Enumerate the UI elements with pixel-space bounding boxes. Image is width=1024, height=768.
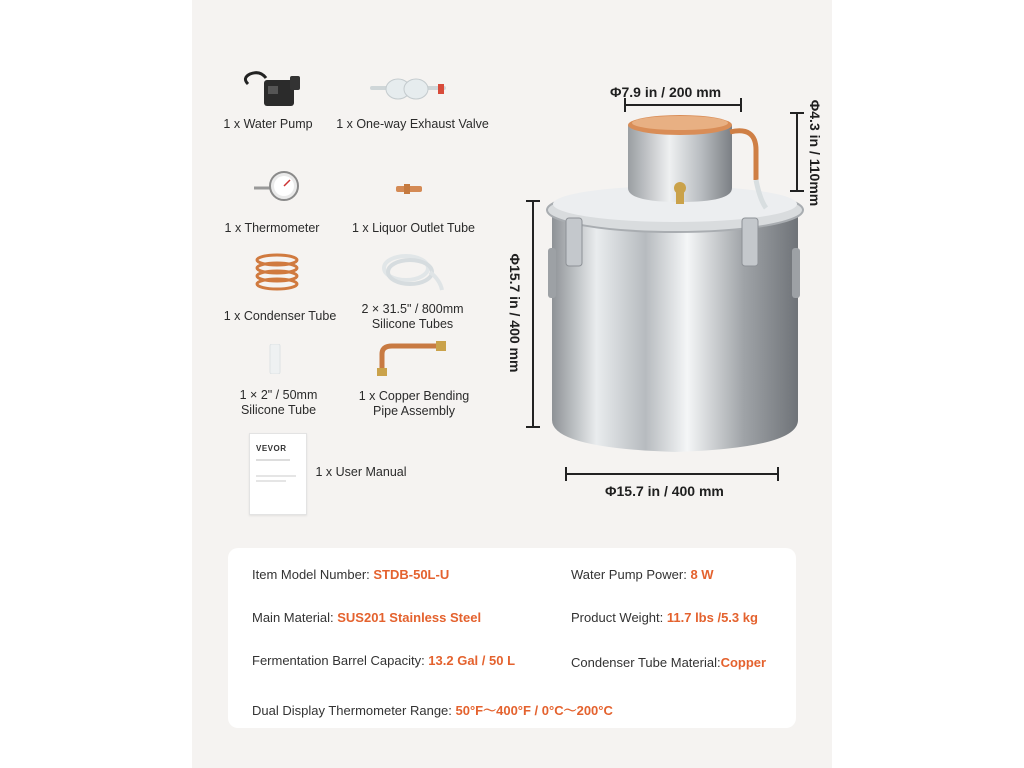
spec-material-value: SUS201 Stainless Steel (337, 610, 482, 625)
body-width-line (565, 473, 779, 475)
exhaust-valve-image (368, 76, 448, 102)
silicone-tube-short-image (268, 344, 282, 374)
spec-weight-label: Product Weight: (571, 610, 667, 625)
spec-condenser-value: Copper (720, 655, 767, 670)
specs-card (228, 548, 796, 728)
spec-material (252, 610, 481, 625)
exhaust-valve-label: 1 x One-way Exhaust Valve (336, 117, 489, 131)
copper-pipe-image (372, 338, 450, 378)
top-width-line (624, 104, 742, 106)
body-width-tick-left (565, 467, 567, 481)
top-height-label: Φ4.3 in / 110mm (807, 99, 823, 207)
spec-material-label: Main Material: (252, 610, 338, 625)
manual-brand: VEVOR (256, 444, 287, 453)
top-width-label: Φ7.9 in / 200 mm (610, 84, 722, 100)
body-height-tick-top (526, 200, 540, 202)
spec-capacity (252, 653, 515, 668)
spec-weight-value: 11.7 lbs /5.3 kg (666, 610, 758, 625)
top-height-tick-top (790, 112, 804, 114)
spec-thermo-label: Dual Display Thermometer Range: (252, 703, 456, 718)
spec-condenser-label: Condenser Tube Material: (571, 655, 721, 670)
liquor-outlet-image (394, 182, 424, 196)
spec-weight (571, 610, 758, 625)
user-manual-image (249, 433, 307, 515)
still-image (530, 80, 820, 480)
body-width-label: Φ15.7 in / 400 mm (605, 483, 724, 499)
silicone-tubes-label (350, 302, 475, 332)
spec-capacity-value: 13.2 Gal / 50 L (428, 653, 516, 668)
thermometer-label: 1 x Thermometer (224, 221, 320, 235)
copper-pipe-label-line2: Pipe Assembly (373, 404, 455, 418)
manual-lines-2 (256, 475, 296, 477)
spec-model (252, 567, 449, 582)
silicone-tube-short-label-line2: Silicone Tube (240, 403, 317, 417)
manual-lines (256, 459, 290, 461)
top-width-tick-right (740, 98, 742, 112)
copper-pipe-label-line1: 1 x Copper Bending (358, 389, 470, 403)
water-pump-label: 1 x Water Pump (223, 117, 313, 131)
manual-lines-3 (256, 480, 286, 482)
body-width-tick-right (777, 467, 779, 481)
spec-pump-label: Water Pump Power: (571, 567, 691, 582)
spec-thermo-value: 50°F～400°F / 0°C～200°C (455, 703, 613, 718)
spec-thermo (252, 700, 613, 719)
silicone-tube-short-label-line1: 1 × 2" / 50mm (239, 388, 318, 402)
body-height-line (532, 200, 534, 428)
spec-pump (571, 567, 714, 582)
spec-model-value: STDB-50L-U (373, 567, 450, 582)
condenser-image (252, 252, 302, 294)
liquor-outlet-label: 1 x Liquor Outlet Tube (352, 221, 475, 235)
user-manual-label: 1 x User Manual (315, 465, 407, 479)
spec-pump-value: 8 W (690, 567, 714, 582)
top-height-tick-bottom (790, 190, 804, 192)
top-height-line (796, 112, 798, 192)
spec-capacity-label: Fermentation Barrel Capacity: (252, 653, 429, 668)
silicone-tubes-label-line2: Silicone Tubes (371, 317, 454, 331)
water-pump-image (240, 70, 310, 110)
condenser-label: 1 x Condenser Tube (223, 309, 337, 323)
silicone-tubes-image (376, 250, 446, 292)
spec-condenser (571, 655, 766, 670)
silicone-tubes-label-line1: 2 × 31.5" / 800mm (361, 302, 464, 316)
spec-model-label: Item Model Number: (252, 567, 374, 582)
top-width-tick-left (624, 98, 626, 112)
copper-pipe-label (350, 389, 478, 419)
body-height-tick-bottom (526, 426, 540, 428)
silicone-tube-short-label (226, 388, 331, 418)
thermometer-image (252, 170, 302, 206)
body-height-label: Φ15.7 in / 400 mm (507, 253, 523, 373)
